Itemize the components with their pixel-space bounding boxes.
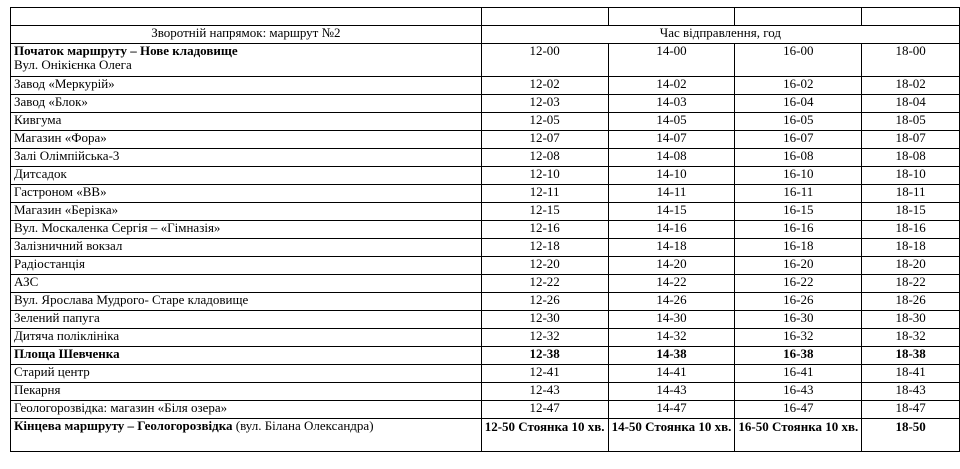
time-cell: 12-43: [481, 383, 608, 401]
stop-row: [11, 149, 960, 167]
time-cell: 16-41: [735, 365, 862, 383]
time-cell: 16-08: [735, 149, 862, 167]
time-cell: 16-02: [735, 77, 862, 95]
time-cell: 12-16: [481, 221, 608, 239]
stop-row: [11, 239, 960, 257]
stop-row: [11, 203, 960, 221]
blank-cell: [608, 8, 735, 26]
first-stop-row: [11, 44, 960, 77]
stop-name: Дитсадок: [11, 167, 482, 185]
blank-cell: [11, 8, 482, 26]
stop-row: [11, 113, 960, 131]
route-schedule-table: [10, 7, 960, 452]
stop-name: Геологорозвідка: магазин «Біля озера»: [11, 401, 482, 419]
time-cell: 14-07: [608, 131, 735, 149]
stop-row: [11, 257, 960, 275]
time-cell: 14-26: [608, 293, 735, 311]
time-cell: 14-05: [608, 113, 735, 131]
time-cell: 18-32: [862, 329, 960, 347]
time-cell: 12-32: [481, 329, 608, 347]
stop-row: [11, 347, 960, 365]
time-cell: 12-38: [481, 347, 608, 365]
direction-header: Зворотній напрямок: маршрут №2: [11, 26, 482, 44]
stop-row: [11, 77, 960, 95]
stop-name: Пекарня: [11, 383, 482, 401]
time-cell: 16-38: [735, 347, 862, 365]
time-cell: 12-11: [481, 185, 608, 203]
stop-name: Магазин «Берізка»: [11, 203, 482, 221]
stop-row: [11, 383, 960, 401]
header-row: [11, 26, 960, 44]
time-cell: 18-08: [862, 149, 960, 167]
time-cell: 12-20: [481, 257, 608, 275]
stop-name: Гастроном «ВВ»: [11, 185, 482, 203]
time-cell: 12-26: [481, 293, 608, 311]
time-cell: 16-11: [735, 185, 862, 203]
time-cell: 14-00: [608, 44, 735, 77]
stop-row: [11, 365, 960, 383]
time-cell: 14-18: [608, 239, 735, 257]
stop-row: [11, 275, 960, 293]
time-cell: 18-05: [862, 113, 960, 131]
time-cell: 16-07: [735, 131, 862, 149]
time-cell: 18-41: [862, 365, 960, 383]
end-time-cell: 12-50 Стоянка 10 хв.: [481, 419, 608, 452]
stop-name: Магазин «Фора»: [11, 131, 482, 149]
stop-name: Залізничний вокзал: [11, 239, 482, 257]
time-cell: 16-26: [735, 293, 862, 311]
time-cell: 14-16: [608, 221, 735, 239]
time-cell: 18-22: [862, 275, 960, 293]
time-cell: 12-18: [481, 239, 608, 257]
time-cell: 16-18: [735, 239, 862, 257]
time-cell: 14-02: [608, 77, 735, 95]
time-cell: 16-05: [735, 113, 862, 131]
blank-cell: [735, 8, 862, 26]
stop-name: Дитяча поліклініка: [11, 329, 482, 347]
blank-cell: [481, 8, 608, 26]
first-stop-name: Початок маршруту – Нове кладовище: [14, 43, 238, 58]
time-cell: 14-08: [608, 149, 735, 167]
time-cell: 18-43: [862, 383, 960, 401]
last-stop-cell: [11, 419, 482, 452]
time-cell: 16-10: [735, 167, 862, 185]
time-cell: 18-30: [862, 311, 960, 329]
stop-row: [11, 131, 960, 149]
time-cell: 14-43: [608, 383, 735, 401]
time-cell: 14-11: [608, 185, 735, 203]
time-cell: 14-30: [608, 311, 735, 329]
time-cell: 18-02: [862, 77, 960, 95]
time-cell: 12-41: [481, 365, 608, 383]
first-stop-street: Вул. Онікієнка Олега: [14, 57, 132, 72]
end-time-cell: 18-50: [862, 419, 960, 452]
time-cell: 14-15: [608, 203, 735, 221]
time-cell: 14-10: [608, 167, 735, 185]
stop-row: [11, 311, 960, 329]
stop-name: Радіостанція: [11, 257, 482, 275]
last-stop-row: [11, 419, 960, 452]
time-cell: 14-41: [608, 365, 735, 383]
time-cell: 12-05: [481, 113, 608, 131]
time-cell: 16-15: [735, 203, 862, 221]
time-cell: 18-10: [862, 167, 960, 185]
time-cell: 18-11: [862, 185, 960, 203]
time-cell: 12-10: [481, 167, 608, 185]
time-cell: 16-04: [735, 95, 862, 113]
stop-row: [11, 167, 960, 185]
stop-name: Зелений папуга: [11, 311, 482, 329]
stop-name: АЗС: [11, 275, 482, 293]
time-cell: 16-47: [735, 401, 862, 419]
last-stop-street: (вул. Білана Олександра): [232, 418, 374, 433]
time-cell: 12-22: [481, 275, 608, 293]
stop-row: [11, 95, 960, 113]
stop-row: [11, 293, 960, 311]
first-stop-cell: [11, 44, 482, 77]
time-cell: 18-26: [862, 293, 960, 311]
time-cell: 18-18: [862, 239, 960, 257]
time-cell: 12-02: [481, 77, 608, 95]
time-cell: 16-30: [735, 311, 862, 329]
time-cell: 14-32: [608, 329, 735, 347]
stop-name: Вул. Ярослава Мудрого- Старе кладовище: [11, 293, 482, 311]
stop-row: [11, 221, 960, 239]
last-stop-name: Кінцева маршруту – Геологорозвідка: [14, 418, 233, 433]
time-cell: 12-03: [481, 95, 608, 113]
time-cell: 16-43: [735, 383, 862, 401]
stop-name: Старий центр: [11, 365, 482, 383]
departure-time-header: Час відправлення, год: [481, 26, 959, 44]
time-cell: 16-22: [735, 275, 862, 293]
time-cell: 18-04: [862, 95, 960, 113]
time-cell: 18-20: [862, 257, 960, 275]
stop-row: [11, 185, 960, 203]
time-cell: 18-07: [862, 131, 960, 149]
time-cell: 12-07: [481, 131, 608, 149]
time-cell: 14-03: [608, 95, 735, 113]
time-cell: 12-47: [481, 401, 608, 419]
time-cell: 16-32: [735, 329, 862, 347]
stop-name: Вул. Москаленка Сергія – «Гімназія»: [11, 221, 482, 239]
time-cell: 18-15: [862, 203, 960, 221]
stop-name: Площа Шевченка: [11, 347, 482, 365]
time-cell: 14-47: [608, 401, 735, 419]
time-cell: 12-08: [481, 149, 608, 167]
time-cell: 12-15: [481, 203, 608, 221]
end-time-cell: 14-50 Стоянка 10 хв.: [608, 419, 735, 452]
time-cell: 12-30: [481, 311, 608, 329]
time-cell: 18-00: [862, 44, 960, 77]
time-cell: 18-16: [862, 221, 960, 239]
time-cell: 12-00: [481, 44, 608, 77]
stop-name: Завод «Блок»: [11, 95, 482, 113]
time-cell: 16-16: [735, 221, 862, 239]
time-cell: 16-00: [735, 44, 862, 77]
time-cell: 14-22: [608, 275, 735, 293]
end-time-cell: 16-50 Стоянка 10 хв.: [735, 419, 862, 452]
stop-name: Кивгума: [11, 113, 482, 131]
stop-row: [11, 401, 960, 419]
time-cell: 18-38: [862, 347, 960, 365]
time-cell: 14-38: [608, 347, 735, 365]
stop-name: Завод «Меркурій»: [11, 77, 482, 95]
blank-header-row: [11, 8, 960, 26]
blank-cell: [862, 8, 960, 26]
stop-name: Залі Олімпійська-3: [11, 149, 482, 167]
time-cell: 18-47: [862, 401, 960, 419]
time-cell: 14-20: [608, 257, 735, 275]
time-cell: 16-20: [735, 257, 862, 275]
stop-row: [11, 329, 960, 347]
